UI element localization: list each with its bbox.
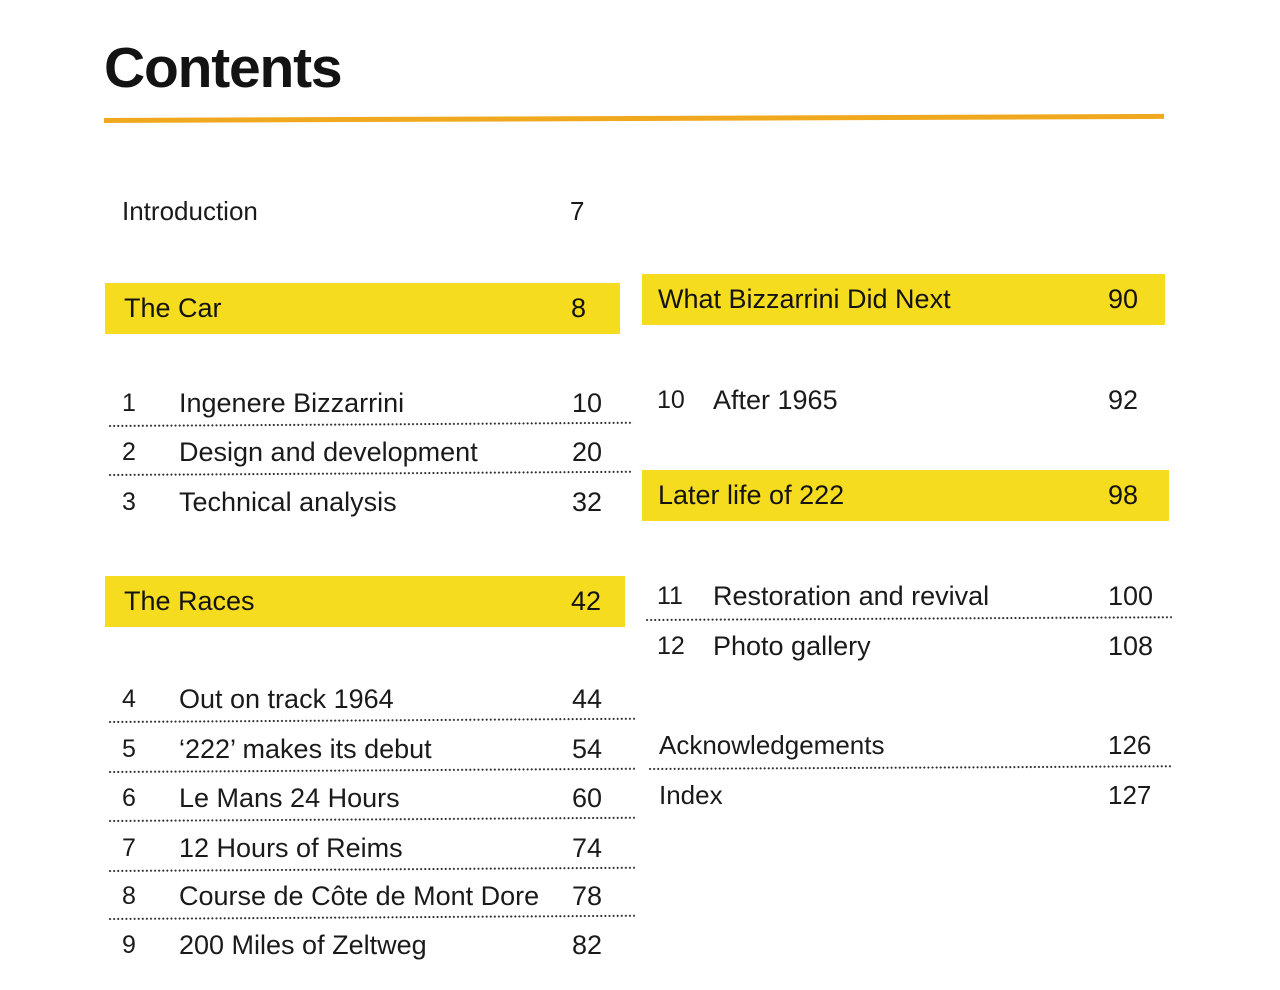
toc-entry-number: 11 [657,582,683,610]
toc-section-the-car[interactable] [105,283,620,334]
toc-entry-chapter-10[interactable] [657,377,1172,423]
toc-entry-label: Course de Côte de Mont Dore [179,881,540,911]
toc-entry-label: Out on track 1964 [179,684,394,714]
toc-entry-acknowledgements[interactable] [659,722,1174,768]
toc-section-page: 90 [1108,284,1139,314]
toc-entry-chapter-2[interactable] [122,429,632,475]
toc-entry-label: After 1965 [713,385,838,415]
toc-entry-page: 74 [572,833,603,863]
toc-entry-number: 7 [122,834,136,862]
toc-section-label: The Car [124,293,222,323]
toc-entry-label: 12 Hours of Reims [179,833,403,863]
toc-entry-label: Technical analysis [179,487,397,517]
toc-entry-chapter-11[interactable] [657,573,1172,619]
toc-entry-label: Le Mans 24 Hours [179,783,400,813]
toc-section-label: The Races [124,586,255,616]
toc-entry-label: Design and development [179,437,478,467]
toc-entry-label: Introduction [122,196,258,226]
toc-entry-chapter-12[interactable] [657,623,1172,669]
toc-entry-page: 10 [572,388,603,418]
toc-entry-number: 8 [122,882,136,910]
toc-section-page: 98 [1108,480,1139,510]
toc-entry-number: 10 [657,386,685,414]
toc-section-label: Later life of 222 [658,480,845,510]
toc-entry-number: 2 [122,438,136,466]
toc-entry-number: 1 [122,389,136,417]
toc-entry-page: 126 [1108,730,1152,760]
toc-entry-chapter-6[interactable] [122,775,632,821]
toc-entry-page: 54 [572,734,603,764]
page-title: Contents [104,36,342,100]
toc-entry-page: 82 [572,930,603,960]
toc-entry-page: 127 [1108,780,1152,810]
toc-entry-introduction[interactable] [122,188,622,234]
toc-entry-number: 5 [122,735,136,763]
toc-entry-label: 200 Miles of Zeltweg [179,930,427,960]
toc-entry-label: Acknowledgements [659,730,885,760]
toc-entry-label: Ingenere Bizzarrini [179,388,405,418]
toc-entry-number: 4 [122,685,136,713]
toc-entry-chapter-7[interactable] [122,825,632,871]
toc-entry-page: 108 [1108,631,1154,661]
toc-section-what-bizzarrini-did-next[interactable] [642,274,1165,325]
toc-entry-number: 6 [122,784,136,812]
toc-entry-chapter-3[interactable] [122,479,632,525]
title-underline-rule [104,114,1164,123]
toc-entry-chapter-8[interactable] [122,873,632,919]
toc-entry-page: 7 [570,196,585,226]
toc-entry-label: Restoration and revival [713,581,990,611]
toc-section-later-life-of-222[interactable] [642,470,1169,521]
toc-entry-label: Index [659,780,723,810]
toc-entry-chapter-5[interactable] [122,726,632,772]
toc-entry-chapter-4[interactable] [122,676,632,722]
toc-section-label: What Bizzarrini Did Next [658,284,951,314]
toc-entry-page: 44 [572,684,603,714]
toc-section-the-races[interactable] [105,576,625,627]
toc-entry-page: 92 [1108,385,1139,415]
toc-entry-page: 20 [572,437,603,467]
toc-entry-index[interactable] [659,772,1174,818]
toc-entry-page: 78 [572,881,603,911]
toc-entry-chapter-9[interactable] [122,922,632,968]
toc-entry-label: Photo gallery [713,631,871,661]
toc-entry-number: 3 [122,488,136,516]
toc-entry-page: 32 [572,487,603,517]
toc-entry-number: 12 [657,632,685,660]
toc-section-page: 42 [571,586,602,616]
toc-entry-page: 100 [1108,581,1154,611]
toc-entry-label: ‘222’ makes its debut [179,734,432,764]
toc-entry-chapter-1[interactable] [122,380,632,426]
toc-section-page: 8 [571,293,587,323]
toc-entry-number: 9 [122,931,136,959]
toc-entry-page: 60 [572,783,603,813]
